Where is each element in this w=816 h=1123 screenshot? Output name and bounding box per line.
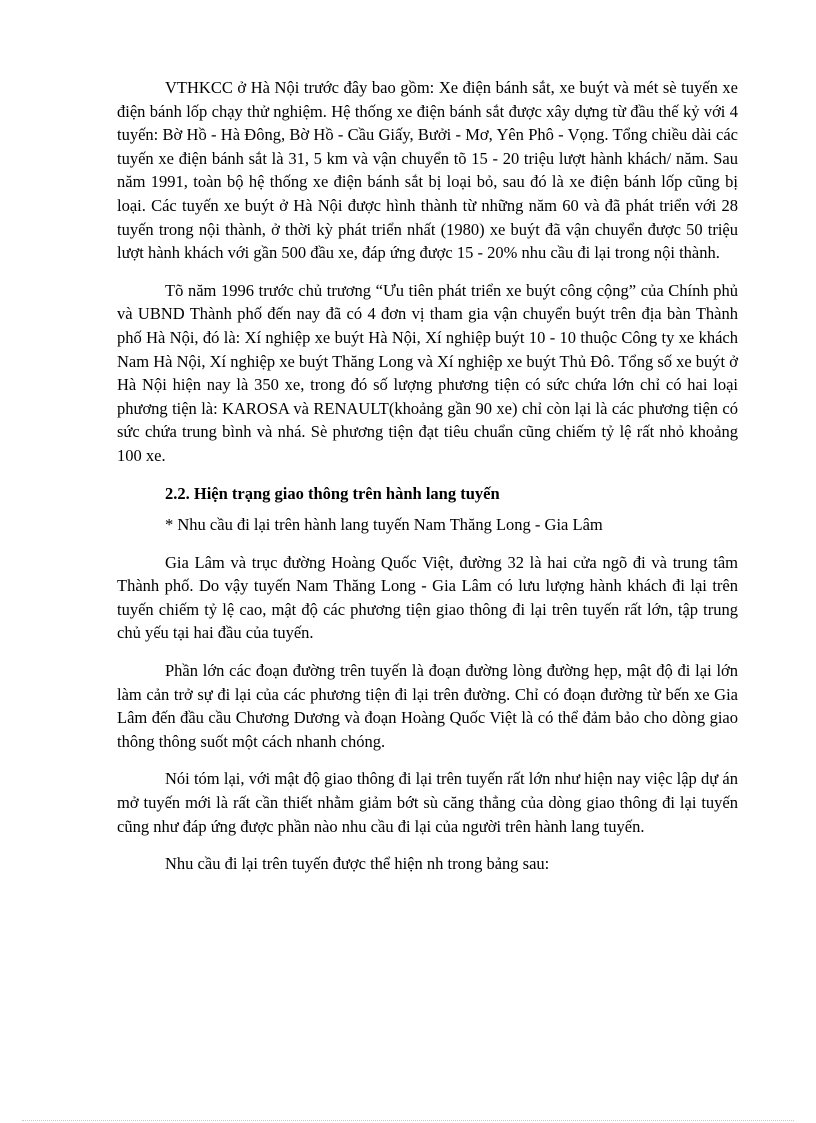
subsection-heading: * Nhu cầu đi lại trên hành lang tuyến Nam Thăng Long - Gia Lâm [165, 515, 603, 535]
paragraph-table-intro: Nhu cầu đi lại trên tuyến được thể hiện nh trong bảng sau: [165, 854, 550, 874]
paragraph-bus-operators: Tõ năm 1996 trước chủ trương “Ưu tiên phát triển xe buýt công cộng” của Chính phủ và UBND Thành phố đến nay đã có 4 đơn vị tham gia vận chuyển buýt trên địa bàn Thành phố Hà Nội, đó là: Xí nghiệp xe buýt Hà Nội, Xí nghiệp buýt 10 - 10 thuộc Công ty xe khách Nam Hà Nội, Xí nghiệp xe buýt Thăng Long và Xí nghiệp xe buýt Thủ Đô. Tổng số xe buýt ở Hà Nội hiện nay là 350 xe, trong đó số lượng phương tiện có sức chứa lớn chỉ có hai loại phương tiện là: KAROSA và RENAULT(khoảng gần 90 xe) chỉ còn lại là các phương tiện có sức chứa trung bình và nhá. Sè phương tiện đạt tiêu chuẩn cũng chiếm tỷ lệ rất nhỏ khoảng 100 xe. [117, 280, 738, 465]
paragraph-summary: Nói tóm lại, với mật độ giao thông đi lại trên tuyến rất lớn như hiện nay việc lập dự án mở tuyến mới là rất cần thiết nhằm giảm bớt sù căng thẳng của dòng giao thông đi lại tuyến cũng như đáp ứng được phần nào nhu cầu đi lại của người trên hành lang tuyến. [117, 769, 738, 836]
section-heading: 2.2. Hiện trạng giao thông trên hành lang tuyến [165, 483, 500, 503]
paragraph-public-transport-history: VTHKCC ở Hà Nội trước đây bao gồm: Xe điện bánh sắt, xe buýt và mét sè tuyến xe điện bánh lốp chạy thử nghiệm. Hệ thống xe điện bánh sắt được xây dựng từ đầu thế kỷ với 4 tuyến: Bờ Hồ - Hà Đông, Bờ Hồ - Cầu Giấy, Bưởi - Mơ, Yên Phô - Vọng. Tổng chiều dài các tuyến xe điện bánh sắt là 31, 5 km và vận chuyển tõ 15 - 20 triệu lượt hành khách/ năm. Sau năm 1991, toàn bộ hệ thống xe điện bánh sắt bị loại bỏ, sau đó là xe điện bánh lốp cũng bị loại. Các tuyến xe buýt ở Hà Nội được hình thành từ những năm 60 và đã phát triển với 28 tuyến trong nội thành, ở thời kỳ phát triển nhất (1980) xe buýt đã vận chuyển được 50 triệu lượt hành khách với gần 500 đầu xe, đáp ứng được 15 - 20% nhu cầu đi lại trong nội thành. [117, 78, 738, 263]
paragraph-corridor-demand: Gia Lâm và trục đường Hoàng Quốc Việt, đường 32 là hai cửa ngõ đi và trung tâm Thành phố. Do vậy tuyến Nam Thăng Long - Gia Lâm có lưu lượng hành khách đi lại trên tuyến chiếm tỷ lệ cao, mật độ các phương tiện giao thông đi lại trên tuyến rất lớn, tập trung chủ yếu tại hai đầu của tuyến. [117, 552, 738, 643]
paragraph-road-conditions: Phần lớn các đoạn đường trên tuyến là đoạn đường lòng đường hẹp, mật độ đi lại lớn làm cản trở sự đi lại của các phương tiện đi lại trên đường. Chỉ có đoạn đường từ bến xe Gia Lâm đến đầu cầu Chương Dương và đoạn Hoàng Quốc Việt là có thể đảm bảo cho dòng giao thông thông suốt một cách nhanh chóng. [117, 661, 738, 751]
document-page [117, 76, 738, 876]
page-bottom-divider [22, 1120, 794, 1121]
